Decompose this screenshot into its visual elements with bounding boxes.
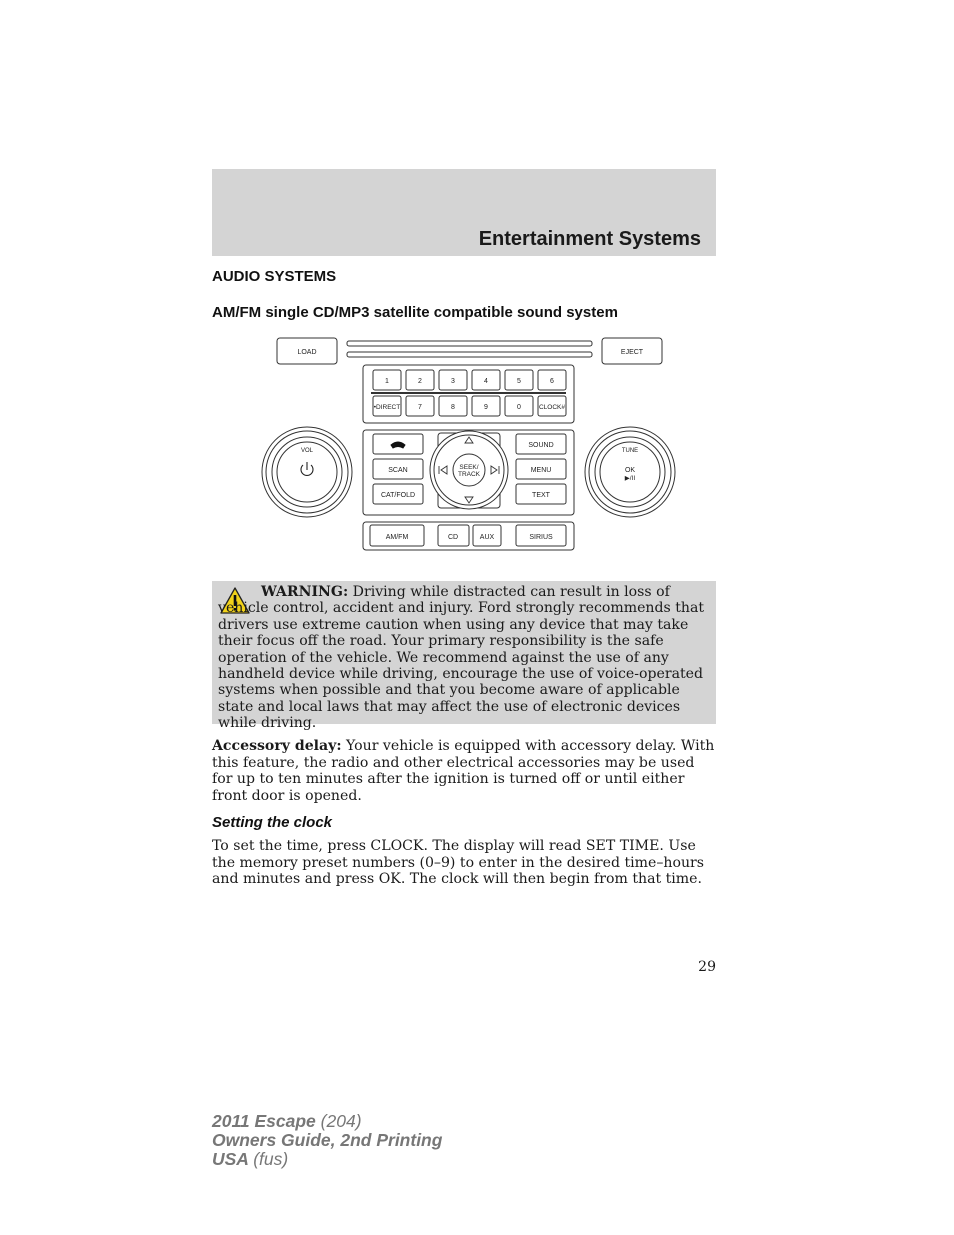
preset-9: 9 (484, 404, 488, 411)
seek-label-1: SEEK/ (459, 464, 479, 471)
footer-region: USA (212, 1149, 249, 1169)
preset-0: 0 (517, 404, 521, 411)
accessory-delay-body: Your vehicle is equipped with accessory delay. With this feature, the radio and other electrical accessories may be used for up to ten minutes after the ignition is turned off or until either front door is opened. (212, 738, 715, 804)
footer (212, 1112, 442, 1169)
amfm-label: AM/FM (385, 534, 409, 541)
footer-region-code: (fus) (253, 1149, 289, 1169)
preset-8: 8 (451, 404, 455, 411)
audio-systems-heading: AUDIO SYSTEMS (212, 268, 337, 285)
scan-label: SCAN (388, 467, 408, 474)
text-label: TEXT (532, 492, 550, 499)
warning-body: Driving while distracted can result in loss of vehicle control, accident and injury. Ford strongly recommends that drivers use extreme caution when using any device that may take their focus off the road. Your primary responsibility is the safe operation of the vehicle. We recommend against the use of any handheld device while driving, encourage the use of voice-operated systems when possible and that you become aware of applicable state and local laws that may affect the use of electronic devices while driving. (218, 584, 705, 732)
preset-4: 4 (484, 378, 488, 385)
seek-label-2: TRACK (457, 471, 481, 478)
warning-box (212, 581, 716, 732)
accessory-delay-paragraph (212, 738, 716, 804)
header-band (212, 169, 716, 256)
footer-model-code: (204) (320, 1111, 362, 1131)
tune-label: TUNE (621, 448, 639, 454)
preset-1: 1 (385, 378, 389, 385)
section-title: Entertainment Systems (478, 228, 701, 250)
sound-label: SOUND (528, 442, 554, 449)
load-label: LOAD (297, 349, 317, 356)
preset-direct: •DIRECT (373, 404, 401, 411)
ok-label: OK (624, 467, 636, 474)
menu-label: MENU (530, 467, 552, 474)
setting-clock-heading: Setting the clock (212, 814, 333, 831)
sound-system-heading: AM/FM single CD/MP3 satellite compatible sound system (212, 304, 618, 321)
preset-6: 6 (550, 378, 554, 385)
preset-3: 3 (451, 378, 455, 385)
preset-clock: CLOCK# (538, 404, 566, 411)
volume-knob (262, 427, 352, 517)
vol-label: VOL (300, 448, 314, 454)
play-pause-label: ▶/II (624, 475, 636, 482)
footer-guide: Owners Guide, 2nd Printing (212, 1130, 443, 1150)
cd-slot (347, 341, 592, 346)
sirius-label: SIRIUS (529, 534, 553, 541)
footer-model: 2011 Escape (212, 1111, 316, 1131)
cd-label: CD (447, 534, 459, 541)
page-number: 29 (698, 959, 716, 975)
eject-label: EJECT (620, 349, 644, 356)
catfold-label: CAT/FOLD (380, 492, 416, 499)
setting-clock-paragraph: To set the time, press CLOCK. The display will read SET TIME. Use the memory preset numbers (0–9) to enter in the desired time–hours and minutes and press OK. The clock will then begin from that time. (212, 838, 705, 888)
aux-label: AUX (479, 534, 495, 541)
preset-5: 5 (517, 378, 521, 385)
accessory-delay-label: Accessory delay: (212, 738, 342, 754)
warning-text (218, 584, 712, 732)
preset-7: 7 (418, 404, 422, 411)
radio-faceplate-diagram (255, 333, 685, 555)
warning-label: WARNING: (261, 584, 349, 600)
preset-2: 2 (418, 378, 422, 385)
